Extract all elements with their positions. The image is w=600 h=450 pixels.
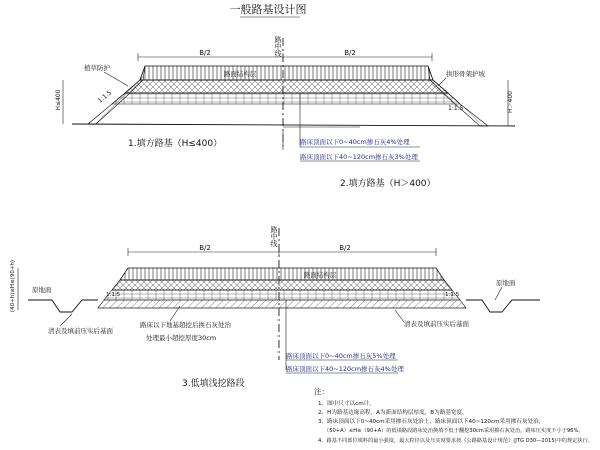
cut-ground-right <box>466 300 540 312</box>
cut-ground-right-label: 原地面 <box>496 279 516 287</box>
cut-slope-left: 1:1.5 <box>106 292 121 298</box>
note-item: （50+A）≤H≤（90+A）的低填路段路床处治换填不低于翻挖30cm采用掺石灰处治，路床压实度不小于96%。 <box>324 428 584 434</box>
cut-replace-layer <box>98 300 466 308</box>
cut-ground-left-label: 原地面 <box>32 286 52 294</box>
fill-section <box>55 35 515 189</box>
fill-slope-label-right: 1:1.5 <box>448 105 464 112</box>
fill-caption-low: 1.填方路基（H≤400） <box>128 139 223 149</box>
note-item: 4、路基不同部位填料的最小强度，最大粒径以及压实度要求按《公路路基设计规范》(JTG D30—2015)中的规定执行。 <box>318 438 593 444</box>
fill-treated-layer-2 <box>112 93 460 104</box>
notes-block <box>314 386 593 444</box>
fill-treat-label-1: 路床顶面以下0~40cm掺石灰4%处理 <box>300 138 410 146</box>
cut-treated-layer-2 <box>104 290 460 300</box>
cut-treat-label-2: 路床顶面以下40~120cm掺石灰4%处理 <box>286 365 404 373</box>
cut-ground-left <box>28 300 98 312</box>
cut-treated-layer-1 <box>112 280 452 290</box>
note-item: 2、H为路基边缘高程，A为新面结构层厚度，B为路基宽度。 <box>318 410 468 416</box>
fill-ground-line <box>72 124 515 126</box>
cut-half-width-right: B/2 <box>339 244 351 252</box>
cut-slope-right: 1:1.5 <box>445 292 460 298</box>
fill-slope-label-left: 1:1.5 <box>96 89 114 105</box>
note-item: 1、图中尺寸以cm计。 <box>318 401 375 407</box>
cut-compact-left: 清表及填前压实后基面 <box>48 327 113 335</box>
fill-caption-high: 2.填方路基（H＞400） <box>340 179 436 189</box>
fill-half-width-right: B/2 <box>344 49 356 57</box>
cut-half-width-left: B/2 <box>199 244 211 252</box>
cut-pavement-layer <box>120 268 444 280</box>
notes-heading: 注： <box>314 387 329 396</box>
drawing-title: 一般路基设计图 <box>229 3 307 16</box>
fill-height-left: H≤400 <box>55 89 62 111</box>
cut-compact-right: 清表及填前压实后基面 <box>404 320 469 328</box>
cut-caption: 3.低填浅挖路段 <box>182 379 245 389</box>
fill-half-width-left: B/2 <box>199 49 211 57</box>
cut-centerline-label: 路中线 <box>270 226 278 247</box>
fill-pavement-layer <box>140 66 433 80</box>
cut-treat-label-1: 路床顶面以下0~40cm掺石灰5%处理 <box>286 352 396 360</box>
cut-pavement-label: 路面结构层 <box>303 271 337 279</box>
fill-pavement-label: 路面结构层 <box>223 70 257 78</box>
cut-height-left: (40+h)≤H≤(90+h) <box>10 259 16 313</box>
cut-replace-label: 路床以下地基超挖后换石灰处治 <box>140 321 231 329</box>
note-item: 3、路床顶面以下0~40cm采用掺石灰处治土，路床顶面以下40~120cm采用掺石灰处治， <box>318 419 545 425</box>
fill-slope-protection-left: 植草防护 <box>84 64 110 72</box>
cut-replace-label-2: 处理最小超挖厚度30cm <box>146 334 217 342</box>
fill-centerline-label: 路中线 <box>274 36 282 57</box>
fill-height-right: H＞400 <box>507 91 514 113</box>
fill-slope-protection-right: 拱形骨架护坡 <box>446 70 485 78</box>
fill-treat-label-2: 路床顶面以下40~120cm掺石灰3%处理 <box>300 153 418 161</box>
fill-treated-layer-1 <box>125 80 448 93</box>
cut-section <box>10 225 540 389</box>
